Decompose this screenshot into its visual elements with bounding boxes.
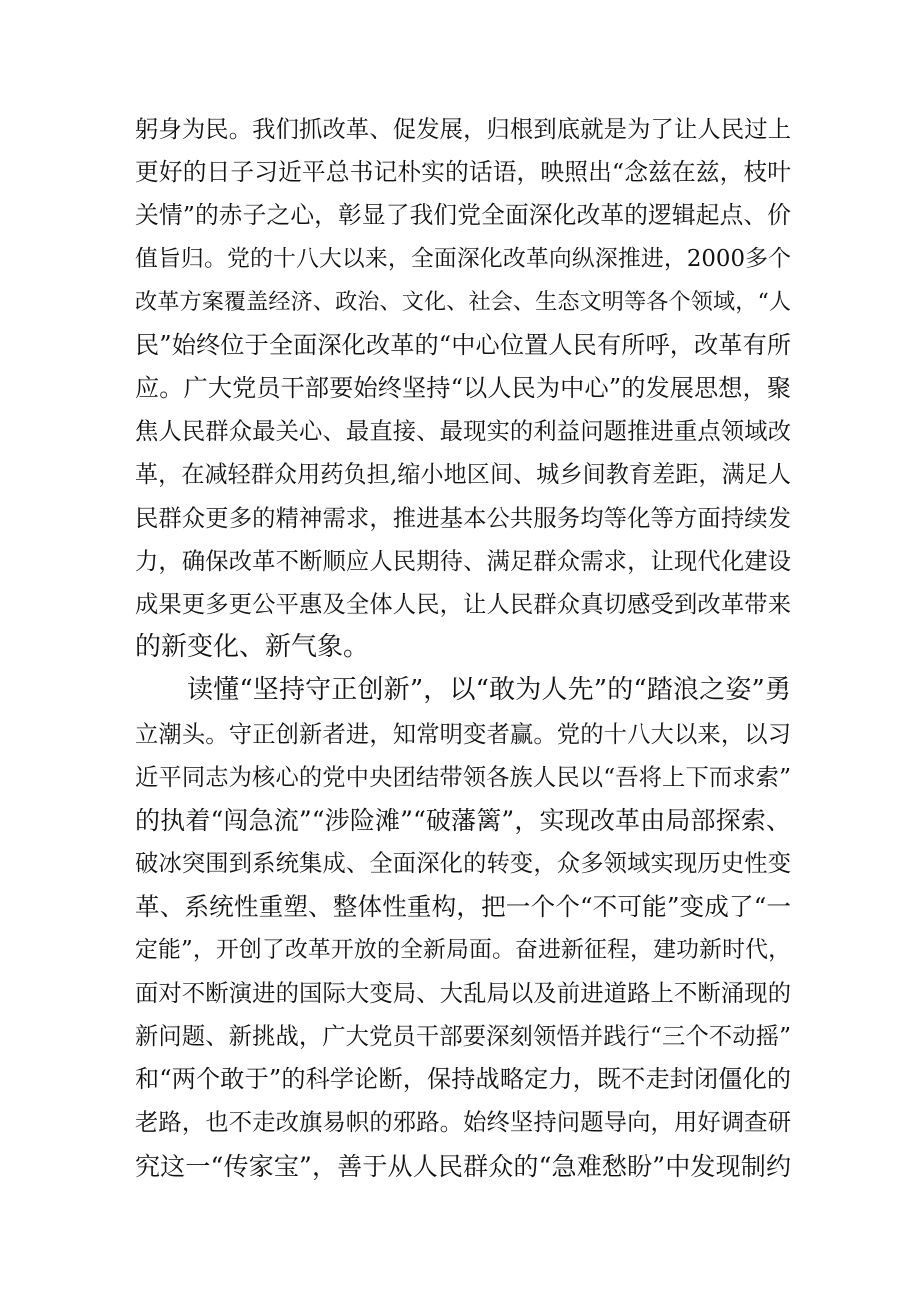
- text-line: 力，确保改革不断顺应人民期待、满足群众需求，让现代化建设: [135, 547, 791, 575]
- text-line: 立潮头。守正创新者进，知常明变者赢。党的十八大以来，以习: [135, 720, 791, 748]
- text-line: 究这一“传家宝”，善于从人民群众的“急难愁盼”中发现制约: [135, 1151, 791, 1181]
- text-line: 的新变化、新气象。: [135, 632, 370, 663]
- text-line: 改革方案覆盖经济、政治、文化、社会、生态文明等各个领域，“人: [135, 288, 791, 315]
- paragraph-2: [135, 669, 791, 1187]
- text-line: 关情”的赤子之心，彰显了我们党全面深化改革的逻辑起点、价: [135, 201, 791, 230]
- text-line: 面对不断演进的国际大变局、大乱局以及前进道路上不断涌现的: [135, 979, 791, 1007]
- text-line: 破冰突围到系统集成、全面深化的转变，众多领域实现历史性变: [135, 850, 791, 878]
- text-line: 革、系统性重塑、整体性重构，把一个个“不可能”变成了“一: [135, 892, 791, 922]
- text-line: 值旨归。党的十八大以来，全面深化改革向纵深推进，2000多个: [135, 245, 791, 272]
- text-line: 读懂“坚持守正创新”，以“敢为人先”的“踏浪之姿”勇: [187, 675, 791, 706]
- document-body: [135, 108, 791, 1188]
- text-line: 定能”，开创了改革开放的全新局面。奋进新征程，建功新时代，: [135, 936, 791, 963]
- text-line: 民群众更多的精神需求，推进基本公共服务均等化等方面持续发: [135, 504, 791, 532]
- paragraph-1: [135, 108, 791, 669]
- text-line: 民”始终位于全面深化改革的“中心位置人民有所呼，改革有所: [135, 330, 791, 359]
- text-line: 成果更多更公平惠及全体人民，让人民群众真切感受到改革带来: [135, 591, 791, 619]
- text-line: 近平同志为核心的党中央团结带领各族人民以“吾将上下而求索”: [135, 763, 791, 791]
- text-line: 更好的日子习近平总书记朴实的话语，映照出“念兹在兹，枝叶: [135, 158, 791, 187]
- text-line: 革，在减轻群众用药负担,缩小地区间、城乡间教育差距，满足人: [135, 461, 791, 488]
- text-line: 的执着“闯急流”“涉险滩”“破藩篱”，实现改革由局部探索、: [135, 806, 791, 835]
- text-line: 躬身为民。我们抓改革、促发展，归根到底就是为了让人民过上: [135, 116, 791, 143]
- text-line: 新问题、新挑战，广大党员干部要深刻领悟并践行“三个不动摇”: [135, 1022, 791, 1050]
- text-line: 焦人民群众最关心、最直接、最现实的利益问题推进重点领域改: [135, 418, 791, 446]
- text-line: 老路，也不走改旗易帜的邪路。始终坚持问题导向，用好调查研: [135, 1109, 791, 1137]
- text-line: 和“两个敢于”的科学论断，保持战略定力，既不走封闭僵化的: [135, 1065, 791, 1094]
- text-line: 应。广大党员干部要始终坚持“以人民为中心”的发展思想，聚: [135, 374, 791, 403]
